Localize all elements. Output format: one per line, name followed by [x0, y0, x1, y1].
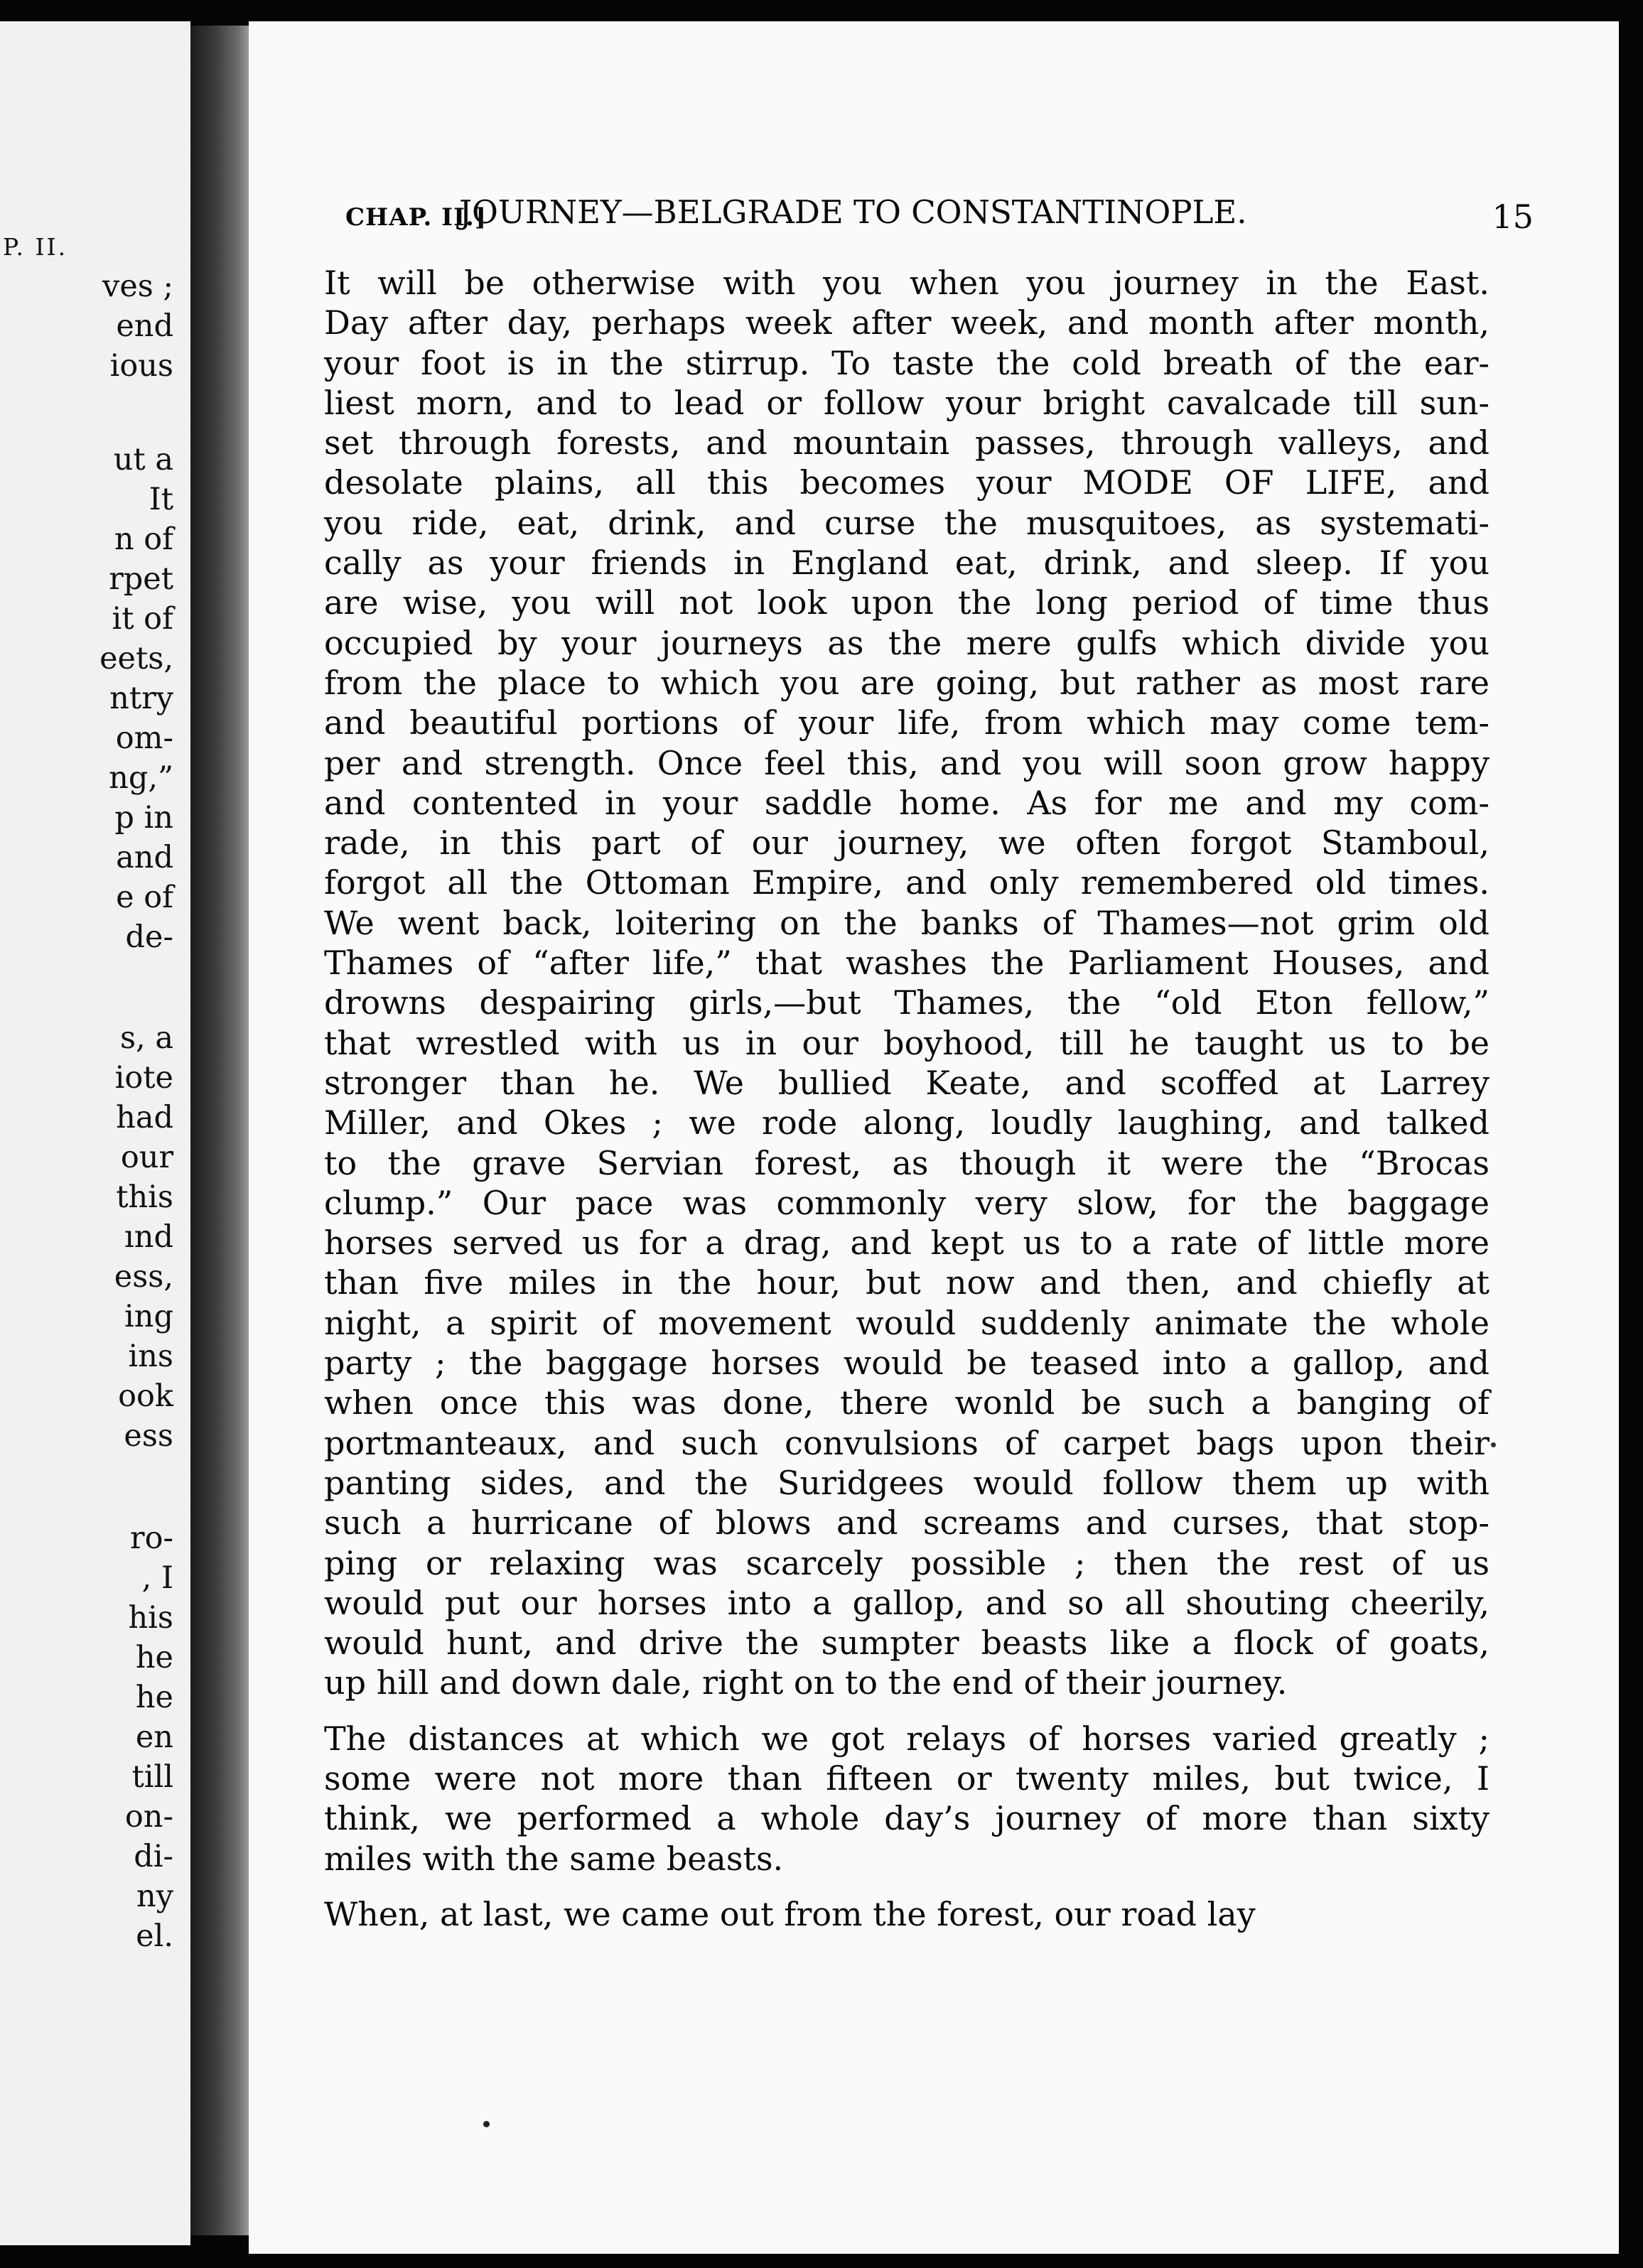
text-line: that wrestled with us in our boyhood, till he taught us to be	[324, 1023, 1490, 1062]
left-page-line: on-	[124, 1799, 173, 1835]
text-line: Day after day, perhaps week after week, and month after month,	[324, 303, 1490, 342]
text-line: and beautiful portions of your life, from which may come tem-	[324, 703, 1490, 742]
ink-speck-margin	[1491, 1442, 1496, 1447]
paragraph-gap	[324, 1703, 1490, 1719]
left-page-line: ut a	[113, 442, 173, 477]
left-page-line: ess,	[114, 1259, 173, 1295]
left-page-line: e of	[116, 880, 173, 915]
text-line: night, a spirit of movement would suddenly animate the whole	[324, 1303, 1490, 1342]
text-line: portmanteaux, and such convulsions of carpet bags upon their	[324, 1423, 1490, 1462]
chapter-label: CHAP. II.]	[345, 203, 487, 232]
text-line: set through forests, and mountain passes, through valleys, and	[324, 423, 1490, 463]
left-page-line: ves ;	[102, 269, 173, 304]
text-line: miles with the same beasts.	[324, 1839, 784, 1878]
paragraph	[324, 1719, 1490, 1879]
text-line: The distances at which we got relays of horses varied greatly ;	[324, 1719, 1490, 1758]
text-line: would put our horses into a gallop, and so all shouting cheerily,	[324, 1583, 1490, 1622]
left-page-line: ess	[124, 1418, 173, 1454]
left-page-line: om-	[115, 720, 173, 756]
left-page-line: eets,	[99, 641, 173, 676]
running-head	[345, 190, 1534, 240]
left-page-line: his	[128, 1600, 173, 1636]
left-page-line: iote	[114, 1060, 173, 1096]
left-page-line: ro-	[130, 1521, 173, 1556]
text-line: panting sides, and the Suridgees would follow them up with	[324, 1463, 1490, 1502]
body-text	[324, 263, 1490, 1934]
left-page-line: el.	[136, 1918, 173, 1954]
text-line: when once this was done, there wonld be such a banging of	[324, 1383, 1490, 1422]
text-line: cally as your friends in England eat, drink, and sleep. If you	[324, 544, 1490, 583]
paragraph-gap	[324, 1879, 1490, 1894]
left-page-line: ing	[124, 1299, 173, 1334]
text-line: It will be otherwise with you when you journey in the East.	[324, 264, 1490, 302]
text-line: up hill and down dale, right on to the end of their journey.	[324, 1663, 1288, 1702]
text-line: desolate plains, all this becomes your MODE OF LIFE, and	[324, 463, 1490, 502]
left-page-line: en	[135, 1719, 173, 1755]
chapter-title: JOURNEY—BELGRADE TO CONSTANTINOPLE.	[459, 193, 1247, 231]
page-number: 15	[1492, 198, 1534, 236]
ink-speck	[483, 2121, 490, 2127]
text-line: ping or relaxing was scarcely possible ; then the rest of us	[324, 1543, 1490, 1582]
left-page-line: p in	[114, 800, 173, 836]
text-line: per and strength. Once feel this, and you will soon grow happy	[324, 743, 1490, 782]
left-page-line: till	[131, 1759, 173, 1795]
left-page-line: di-	[134, 1839, 173, 1874]
text-line: stronger than he. We bullied Keate, and scoffed at Larrey	[324, 1063, 1490, 1102]
text-line: liest morn, and to lead or follow your bright cavalcade till sun-	[324, 383, 1490, 422]
paragraph	[324, 1894, 1490, 1934]
left-page-line: de-	[125, 919, 173, 955]
paragraph	[324, 263, 1490, 1703]
text-line: horses served us for a drag, and kept us to a rate of little more	[324, 1224, 1490, 1263]
text-line: from the place to which you are going, but rather as most rare	[324, 663, 1490, 702]
left-page-line: he	[135, 1680, 173, 1715]
left-page-line: ntry	[109, 681, 173, 716]
left-page-line: ins	[128, 1339, 173, 1374]
text-line: your foot is in the stirrup. To taste the cold breath of the ear-	[324, 343, 1490, 382]
left-page-line: ınd	[124, 1219, 173, 1255]
left-page-line: end	[116, 308, 173, 344]
text-line: than five miles in the hour, but now and then, and chiefly at	[324, 1263, 1490, 1302]
left-page-line: had	[116, 1100, 173, 1135]
left-page-running-head: P. II.	[3, 233, 68, 261]
text-line: clump.” Our pace was commonly very slow, for the baggage	[324, 1183, 1490, 1222]
left-page-line: rpet	[109, 561, 173, 597]
main-page	[249, 21, 1619, 2254]
text-line: you ride, eat, drink, and curse the musquitoes, as systemati-	[324, 503, 1490, 542]
left-page-line: It	[149, 482, 173, 517]
left-page-line: ny	[136, 1879, 173, 1914]
left-page-line: ious	[109, 348, 173, 384]
left-page-line: n of	[114, 522, 173, 557]
left-page-line: , I	[141, 1560, 173, 1596]
left-facing-page	[0, 21, 190, 2245]
text-line: occupied by your journeys as the mere gulfs which divide you	[324, 623, 1490, 662]
left-page-line: s, a	[119, 1020, 173, 1056]
text-line: Miller, and Okes ; we rode along, loudly laughing, and talked	[324, 1103, 1490, 1143]
text-line: party ; the baggage horses would be teased into a gallop, and	[324, 1344, 1490, 1383]
text-line: When, at last, we came out from the forest, our road lay	[324, 1894, 1256, 1933]
book-gutter-shadow	[190, 26, 250, 2235]
text-line: and contented in your saddle home. As for me and my com-	[324, 783, 1490, 822]
text-line: would hunt, and drive the sumpter beasts like a flock of goats,	[324, 1624, 1490, 1663]
left-page-line: ng,”	[109, 760, 173, 796]
left-page-line: ook	[118, 1378, 173, 1414]
left-page-line: and	[116, 840, 173, 875]
text-line: forgot all the Ottoman Empire, and only remembered old times.	[324, 863, 1490, 902]
text-line: to the grave Servian forest, as though it were the “Brocas	[324, 1143, 1490, 1182]
left-page-line: it of	[112, 601, 173, 637]
text-line: are wise, you will not look upon the long period of time thus	[324, 583, 1490, 622]
text-line: think, we performed a whole day’s journey of more than sixty	[324, 1799, 1490, 1838]
text-line: We went back, loitering on the banks of Thames—not grim old	[324, 903, 1490, 942]
text-line: such a hurricane of blows and screams and curses, that stop-	[324, 1503, 1490, 1543]
text-line: Thames of “after life,” that washes the Parliament Houses, and	[324, 944, 1490, 983]
left-page-line: this	[116, 1179, 173, 1215]
text-line: drowns despairing girls,—but Thames, the “old Eton fellow,”	[324, 983, 1490, 1022]
left-page-line: our	[120, 1140, 173, 1175]
text-line: rade, in this part of our journey, we often forgot Stamboul,	[324, 824, 1490, 863]
text-line: some were not more than fifteen or twenty miles, but twice, I	[324, 1759, 1490, 1798]
left-page-line: he	[135, 1640, 173, 1675]
